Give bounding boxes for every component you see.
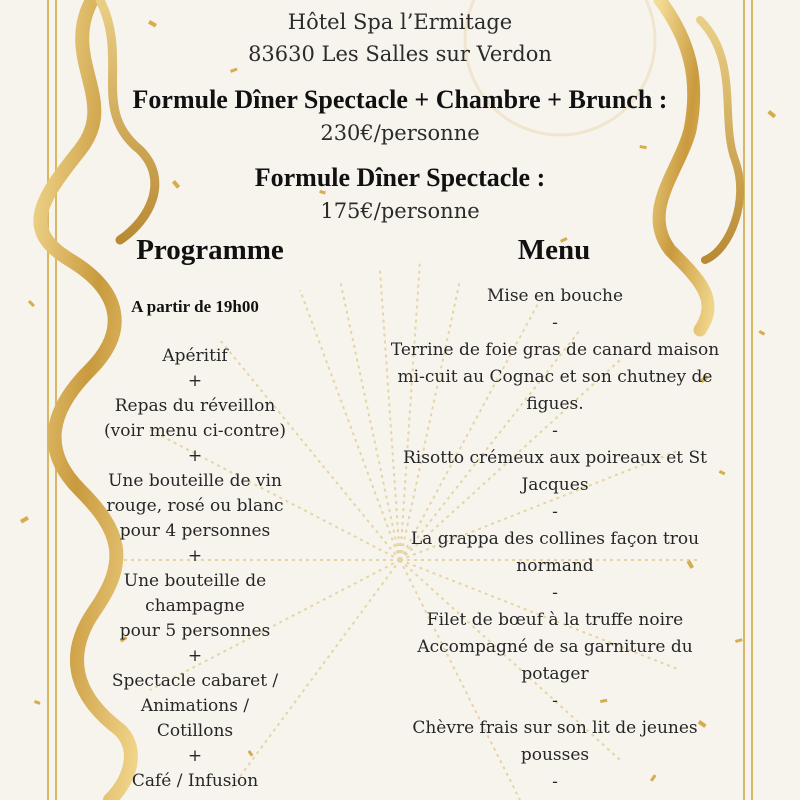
programme-line: + — [187, 371, 203, 391]
programme-line: Animations / — [140, 696, 250, 716]
menu-line: Accompagné de sa garniture du — [417, 637, 693, 657]
menu-line: - — [552, 502, 558, 522]
hotel-name: Hôtel Spa l’Ermitage — [287, 10, 513, 34]
programme-line: + — [187, 446, 203, 466]
offer-2-price: 175€/personne — [320, 199, 480, 223]
menu-line: - — [552, 313, 558, 333]
programme-line: Spectacle cabaret / — [111, 671, 279, 691]
programme-line: + — [187, 546, 203, 566]
programme-title: Programme — [136, 234, 284, 266]
menu-line: pousses — [520, 745, 590, 765]
menu-list — [350, 283, 760, 796]
programme-line: rouge, rosé ou blanc — [106, 496, 284, 516]
menu-line: Risotto crémeux aux poireaux et St — [403, 448, 707, 468]
programme-line: Une bouteille de vin — [108, 471, 282, 491]
menu-title: Menu — [517, 234, 591, 266]
programme-line: pour 4 personnes — [119, 521, 271, 541]
menu-line: La grappa des collines façon trou — [410, 529, 700, 549]
menu-line: - — [552, 772, 558, 792]
menu-line: mi-cuit au Cognac et son chutney de — [397, 367, 713, 387]
offer-1-title: Formule Dîner Spectacle + Chambre + Brunch : — [132, 85, 668, 114]
programme-line: champagne — [145, 596, 245, 616]
menu-line: - — [552, 421, 558, 441]
programme-line: Apéritif — [162, 346, 228, 366]
programme-line: Cotillons — [156, 721, 234, 741]
programme-line: (voir menu ci-contre) — [104, 421, 286, 441]
programme-line: Café / Infusion — [131, 771, 259, 791]
hotel-address: 83630 Les Salles sur Verdon — [248, 42, 552, 66]
programme-line: Repas du réveillon — [114, 396, 276, 416]
programme-list — [70, 344, 320, 794]
programme-line: + — [187, 746, 203, 766]
offer-1-price: 230€/personne — [320, 121, 480, 145]
menu-line: figues. — [526, 394, 584, 414]
programme-start-time: A partir de 19h00 — [131, 297, 259, 316]
menu-line: - — [552, 583, 558, 603]
programme-line: + — [187, 646, 203, 666]
programme-line: pour 5 personnes — [119, 621, 271, 641]
menu-line: Chèvre frais sur son lit de jeunes — [412, 718, 698, 738]
offer-2-title: Formule Dîner Spectacle : — [254, 163, 546, 192]
menu-line: Terrine de foie gras de canard maison — [390, 340, 720, 360]
menu-line: normand — [516, 556, 594, 576]
menu-line: Jacques — [521, 475, 589, 495]
menu-line: - — [552, 691, 558, 711]
programme-line: Une bouteille de — [123, 571, 267, 591]
menu-line: potager — [521, 664, 589, 684]
menu-line: Mise en bouche — [486, 286, 624, 306]
menu-line: Filet de bœuf à la truffe noire — [426, 610, 684, 630]
